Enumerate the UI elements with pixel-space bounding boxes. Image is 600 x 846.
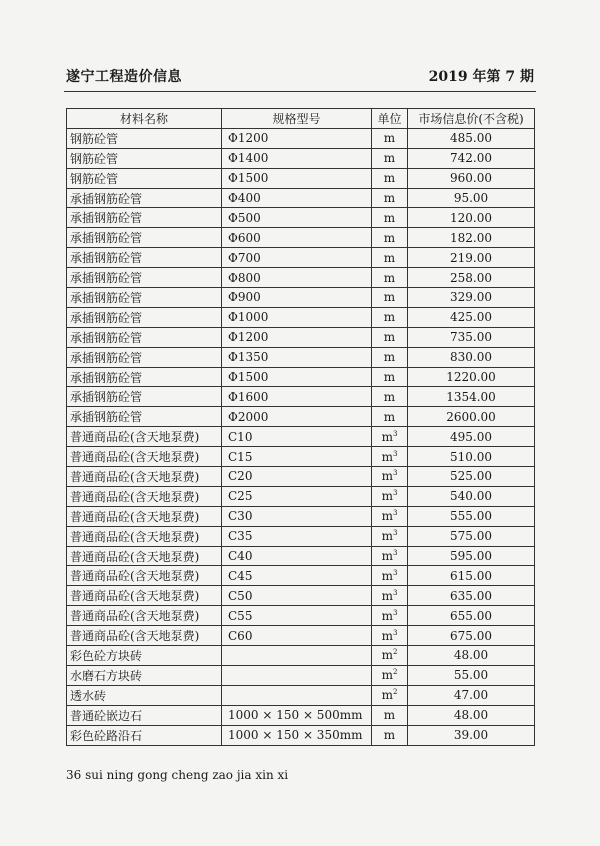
cell-unit (372, 447, 408, 467)
table-row (67, 168, 535, 188)
table-header-row (67, 109, 535, 129)
unit-text: m (381, 509, 393, 524)
table-row (67, 327, 535, 347)
cell-price: 47.00 (408, 685, 535, 705)
unit-text: m (381, 449, 393, 464)
cell-spec: Φ500 (222, 208, 372, 228)
cell-price: 48.00 (408, 705, 535, 725)
cell-unit (372, 307, 408, 327)
unit-text: m (383, 728, 396, 743)
cell-material-name: 承插钢筋砼管 (67, 228, 222, 248)
cell-material-name: 承插钢筋砼管 (67, 307, 222, 327)
cell-price: 742.00 (408, 148, 535, 168)
table-row (67, 566, 535, 586)
cell-unit (372, 208, 408, 228)
cell-spec: Φ1350 (222, 347, 372, 367)
cell-material-name: 承插钢筋砼管 (67, 367, 222, 387)
cell-material-name: 承插钢筋砼管 (67, 387, 222, 407)
cell-spec (222, 646, 372, 666)
cell-price: 735.00 (408, 327, 535, 347)
cell-spec: C35 (222, 526, 372, 546)
unit-text: m (381, 529, 393, 544)
cell-unit (372, 188, 408, 208)
unit-exponent: 2 (392, 648, 398, 657)
cell-spec: Φ1200 (222, 128, 372, 148)
unit-exponent: 3 (392, 568, 398, 577)
cell-spec (222, 685, 372, 705)
table-row (67, 188, 535, 208)
table-row (67, 427, 535, 447)
cell-price: 675.00 (408, 626, 535, 646)
unit-exponent: 3 (392, 449, 398, 458)
unit-text: m (383, 230, 396, 245)
cell-price: 635.00 (408, 586, 535, 606)
cell-unit (372, 586, 408, 606)
unit-text: m (381, 608, 393, 623)
cell-unit (372, 725, 408, 745)
table-row (67, 606, 535, 626)
cell-price: 219.00 (408, 248, 535, 268)
cell-price: 2600.00 (408, 407, 535, 427)
cell-price: 95.00 (408, 188, 535, 208)
table-row (67, 486, 535, 506)
cell-price: 258.00 (408, 268, 535, 288)
cell-spec: Φ1600 (222, 387, 372, 407)
unit-text: m (383, 310, 396, 325)
cell-unit (372, 327, 408, 347)
table-row (67, 506, 535, 526)
table-row (67, 268, 535, 288)
table-row (67, 387, 535, 407)
cell-material-name: 普通商品砼(含天地泵费) (67, 626, 222, 646)
cell-material-name: 承插钢筋砼管 (67, 347, 222, 367)
cell-material-name: 普通商品砼(含天地泵费) (67, 566, 222, 586)
cell-spec: Φ900 (222, 288, 372, 308)
table-row (67, 646, 535, 666)
cell-spec: C25 (222, 486, 372, 506)
cell-spec: C45 (222, 566, 372, 586)
table-row (67, 626, 535, 646)
unit-text: m (381, 668, 393, 683)
unit-text: m (383, 171, 396, 186)
cell-spec (222, 665, 372, 685)
cell-price: 485.00 (408, 128, 535, 148)
table-row (67, 725, 535, 745)
cell-material-name: 普通商品砼(含天地泵费) (67, 606, 222, 626)
page-footer: 36 sui ning gong cheng zao jia xin xi (66, 768, 289, 782)
cell-spec: C60 (222, 626, 372, 646)
column-header-price: 市场信息价(不含税) (408, 109, 535, 129)
unit-text: m (383, 708, 396, 723)
cell-spec: C55 (222, 606, 372, 626)
unit-text: m (383, 290, 396, 305)
header-divider (64, 91, 536, 92)
table-row (67, 705, 535, 725)
cell-material-name: 承插钢筋砼管 (67, 248, 222, 268)
cell-unit (372, 486, 408, 506)
cell-material-name: 普通商品砼(含天地泵费) (67, 546, 222, 566)
unit-text: m (383, 191, 396, 205)
cell-material-name: 承插钢筋砼管 (67, 208, 222, 228)
table-row (67, 307, 535, 327)
cell-spec: Φ700 (222, 248, 372, 268)
cell-unit (372, 268, 408, 288)
cell-price: 329.00 (408, 288, 535, 308)
unit-text: m (383, 151, 396, 166)
cell-price: 495.00 (408, 427, 535, 447)
cell-unit (372, 467, 408, 487)
unit-exponent: 3 (392, 588, 398, 597)
table-row (67, 526, 535, 546)
cell-price: 1220.00 (408, 367, 535, 387)
cell-material-name: 承插钢筋砼管 (67, 268, 222, 288)
cell-material-name: 承插钢筋砼管 (67, 288, 222, 308)
cell-spec: Φ2000 (222, 407, 372, 427)
cell-price: 595.00 (408, 546, 535, 566)
unit-text: m (383, 250, 396, 265)
cell-unit (372, 566, 408, 586)
cell-spec: Φ1400 (222, 148, 372, 168)
unit-text: m (381, 568, 393, 583)
unit-exponent: 3 (392, 489, 398, 498)
unit-exponent: 3 (392, 628, 398, 637)
table-row (67, 665, 535, 685)
cell-unit (372, 228, 408, 248)
unit-exponent: 3 (392, 608, 398, 617)
unit-text: m (383, 350, 396, 365)
table-row (67, 128, 535, 148)
cell-unit (372, 128, 408, 148)
price-table (66, 108, 535, 746)
cell-material-name: 普通砼嵌边石 (67, 705, 222, 725)
cell-spec: Φ400 (222, 188, 372, 208)
unit-text: m (381, 588, 393, 603)
cell-unit (372, 248, 408, 268)
cell-material-name: 承插钢筋砼管 (67, 407, 222, 427)
cell-price: 55.00 (408, 665, 535, 685)
cell-price: 510.00 (408, 447, 535, 467)
table-row (67, 228, 535, 248)
table-row (67, 546, 535, 566)
cell-price: 830.00 (408, 347, 535, 367)
unit-text: m (383, 409, 396, 424)
cell-material-name: 彩色砼路沿石 (67, 725, 222, 745)
cell-material-name: 普通商品砼(含天地泵费) (67, 586, 222, 606)
column-header-material-name: 材料名称 (67, 109, 222, 129)
cell-price: 960.00 (408, 168, 535, 188)
unit-text: m (381, 688, 393, 703)
unit-text: m (381, 429, 393, 444)
table-row (67, 288, 535, 308)
cell-spec: C20 (222, 467, 372, 487)
unit-exponent: 3 (392, 549, 398, 558)
column-header-unit: 单位 (372, 109, 408, 129)
cell-spec: Φ1500 (222, 168, 372, 188)
table-row (67, 467, 535, 487)
cell-unit (372, 606, 408, 626)
unit-text: m (381, 648, 393, 663)
cell-spec: C10 (222, 427, 372, 447)
table-row (67, 586, 535, 606)
table-row (67, 685, 535, 705)
cell-unit (372, 705, 408, 725)
cell-unit (372, 506, 408, 526)
cell-unit (372, 546, 408, 566)
cell-material-name: 钢筋砼管 (67, 128, 222, 148)
unit-exponent: 3 (392, 429, 398, 438)
cell-unit (372, 626, 408, 646)
cell-material-name: 水磨石方块砖 (67, 665, 222, 685)
unit-text: m (383, 370, 396, 385)
cell-material-name: 彩色砼方块砖 (67, 646, 222, 666)
table-row (67, 208, 535, 228)
cell-unit (372, 387, 408, 407)
cell-price: 555.00 (408, 506, 535, 526)
cell-price: 575.00 (408, 526, 535, 546)
unit-text: m (381, 469, 393, 484)
table-row (67, 347, 535, 367)
cell-price: 48.00 (408, 646, 535, 666)
cell-material-name: 普通商品砼(含天地泵费) (67, 447, 222, 467)
unit-text: m (383, 210, 396, 225)
cell-spec: C30 (222, 506, 372, 526)
unit-exponent: 3 (392, 509, 398, 518)
cell-material-name: 普通商品砼(含天地泵费) (67, 467, 222, 487)
cell-spec: C15 (222, 447, 372, 467)
unit-exponent: 3 (392, 529, 398, 538)
unit-exponent: 3 (392, 469, 398, 478)
issue-number: 2019 年第 7 期 (428, 69, 534, 85)
cell-unit (372, 685, 408, 705)
cell-material-name: 透水砖 (67, 685, 222, 705)
cell-spec: 1000 × 150 × 500mm (222, 705, 372, 725)
cell-material-name: 普通商品砼(含天地泵费) (67, 486, 222, 506)
cell-material-name: 钢筋砼管 (67, 148, 222, 168)
unit-text: m (383, 131, 396, 146)
cell-unit (372, 526, 408, 546)
cell-spec: 1000 × 150 × 350mm (222, 725, 372, 745)
unit-text: m (383, 270, 396, 285)
unit-exponent: 2 (392, 688, 398, 697)
cell-price: 525.00 (408, 467, 535, 487)
cell-material-name: 普通商品砼(含天地泵费) (67, 526, 222, 546)
cell-price: 615.00 (408, 566, 535, 586)
cell-unit (372, 168, 408, 188)
cell-unit (372, 407, 408, 427)
cell-spec: C50 (222, 586, 372, 606)
cell-unit (372, 347, 408, 367)
cell-spec: Φ1200 (222, 327, 372, 347)
table-row (67, 407, 535, 427)
cell-price: 39.00 (408, 725, 535, 745)
cell-unit (372, 367, 408, 387)
cell-unit (372, 646, 408, 666)
table-row (67, 447, 535, 467)
cell-price: 655.00 (408, 606, 535, 626)
unit-text: m (381, 628, 393, 643)
unit-text: m (383, 330, 396, 345)
cell-price: 1354.00 (408, 387, 535, 407)
table-body (67, 128, 535, 745)
cell-material-name: 普通商品砼(含天地泵费) (67, 506, 222, 526)
cell-price: 120.00 (408, 208, 535, 228)
cell-unit (372, 665, 408, 685)
unit-exponent: 2 (392, 668, 398, 677)
unit-text: m (383, 389, 396, 404)
cell-spec: Φ800 (222, 268, 372, 288)
cell-material-name: 钢筋砼管 (67, 168, 222, 188)
cell-unit (372, 427, 408, 447)
table-row (67, 248, 535, 268)
cell-material-name: 承插钢筋砼管 (67, 327, 222, 347)
table-row (67, 148, 535, 168)
cell-spec: Φ1500 (222, 367, 372, 387)
cell-price: 182.00 (408, 228, 535, 248)
publication-title: 遂宁工程造价信息 (66, 69, 182, 85)
column-header-spec: 规格型号 (222, 109, 372, 129)
unit-text: m (381, 549, 393, 564)
cell-spec: Φ600 (222, 228, 372, 248)
cell-spec: Φ1000 (222, 307, 372, 327)
cell-material-name: 承插钢筋砼管 (67, 188, 222, 208)
unit-text: m (381, 489, 393, 504)
cell-price: 425.00 (408, 307, 535, 327)
cell-spec: C40 (222, 546, 372, 566)
cell-unit (372, 288, 408, 308)
cell-unit (372, 148, 408, 168)
table-row (67, 367, 535, 387)
cell-price: 540.00 (408, 486, 535, 506)
cell-material-name: 普通商品砼(含天地泵费) (67, 427, 222, 447)
